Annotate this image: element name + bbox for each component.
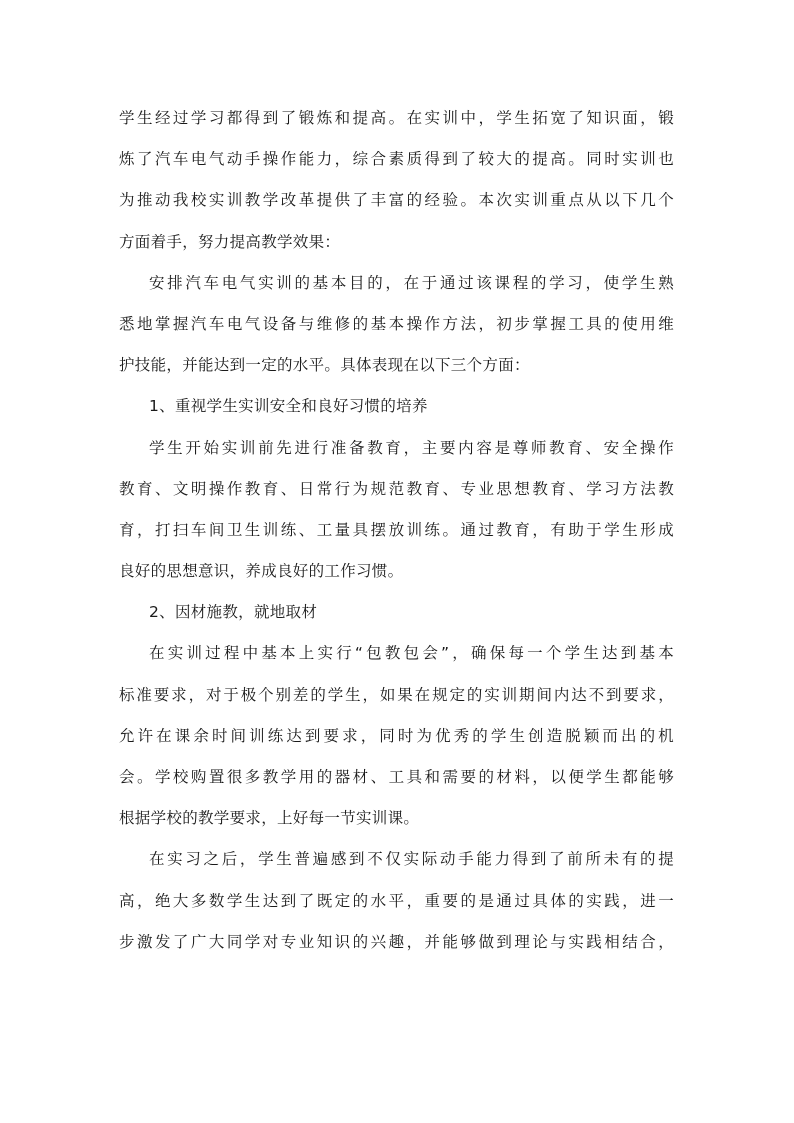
text-line: 根据学校的教学要求，上好每一节实训课。 (119, 809, 420, 828)
text-line: 方面着手，努力提高教学效果： (119, 232, 341, 251)
text-line: 良好的思想意识，养成良好的工作习惯。 (119, 562, 404, 581)
text-line: 教育、文明操作教育、日常行为规范教育、专业思想教育、学习方法教 (119, 479, 674, 498)
text-line: 会。学校购置很多教学用的器材、工具和需要的材料，以便学生都能够 (119, 768, 674, 786)
section-heading: 1、重视学生实训安全和良好习惯的培养 (149, 397, 428, 416)
text-line: 炼了汽车电气动手操作能力，综合素质得到了较大的提高。同时实训也 (119, 150, 674, 169)
section-heading: 2、因材施教，就地取材 (149, 603, 318, 622)
text-line: 学生经过学习都得到了锻炼和提高。在实训中，学生拓宽了知识面，锻 (119, 109, 674, 127)
text-line: 育，打扫车间卫生训练、工量具摆放训练。通过教育，有助于学生形成 (119, 520, 674, 539)
document-body (119, 98, 674, 963)
text-line: 护技能，并能达到一定的水平。具体表现在以下三个方面： (119, 356, 530, 375)
paragraph-first-line: 安排汽车电气实训的基本目的，在于通过该课程的学习，使学生熟 (149, 273, 674, 292)
paragraph-first-line: 学生开始实训前先进行准备教育，主要内容是尊师教育、安全操作 (149, 438, 674, 457)
text-line: 悉地掌握汽车电气设备与维修的基本操作方法，初步掌握工具的使用维 (119, 314, 674, 333)
text-line: 高，绝大多数学生达到了既定的水平，重要的是通过具体的实践，进一 (119, 891, 674, 910)
text-line: 为推动我校实训教学改革提供了丰富的经验。本次实训重点从以下几个 (119, 191, 674, 210)
text-line: 标准要求，对于极个别差的学生，如果在规定的实训期间内达不到要求， (119, 685, 674, 704)
text-line: 允许在课余时间训练达到要求，同时为优秀的学生创造脱颖而出的机 (119, 726, 674, 745)
paragraph-first-line: 在实训过程中基本上实行“包教包会”，确保每一个学生达到基本 (149, 644, 674, 663)
paragraph-first-line: 在实习之后，学生普遍感到不仅实际动手能力得到了前所未有的提 (149, 850, 674, 869)
text-line: 步激发了广大同学对专业知识的兴趣，并能够做到理论与实践相结合， (119, 932, 674, 951)
